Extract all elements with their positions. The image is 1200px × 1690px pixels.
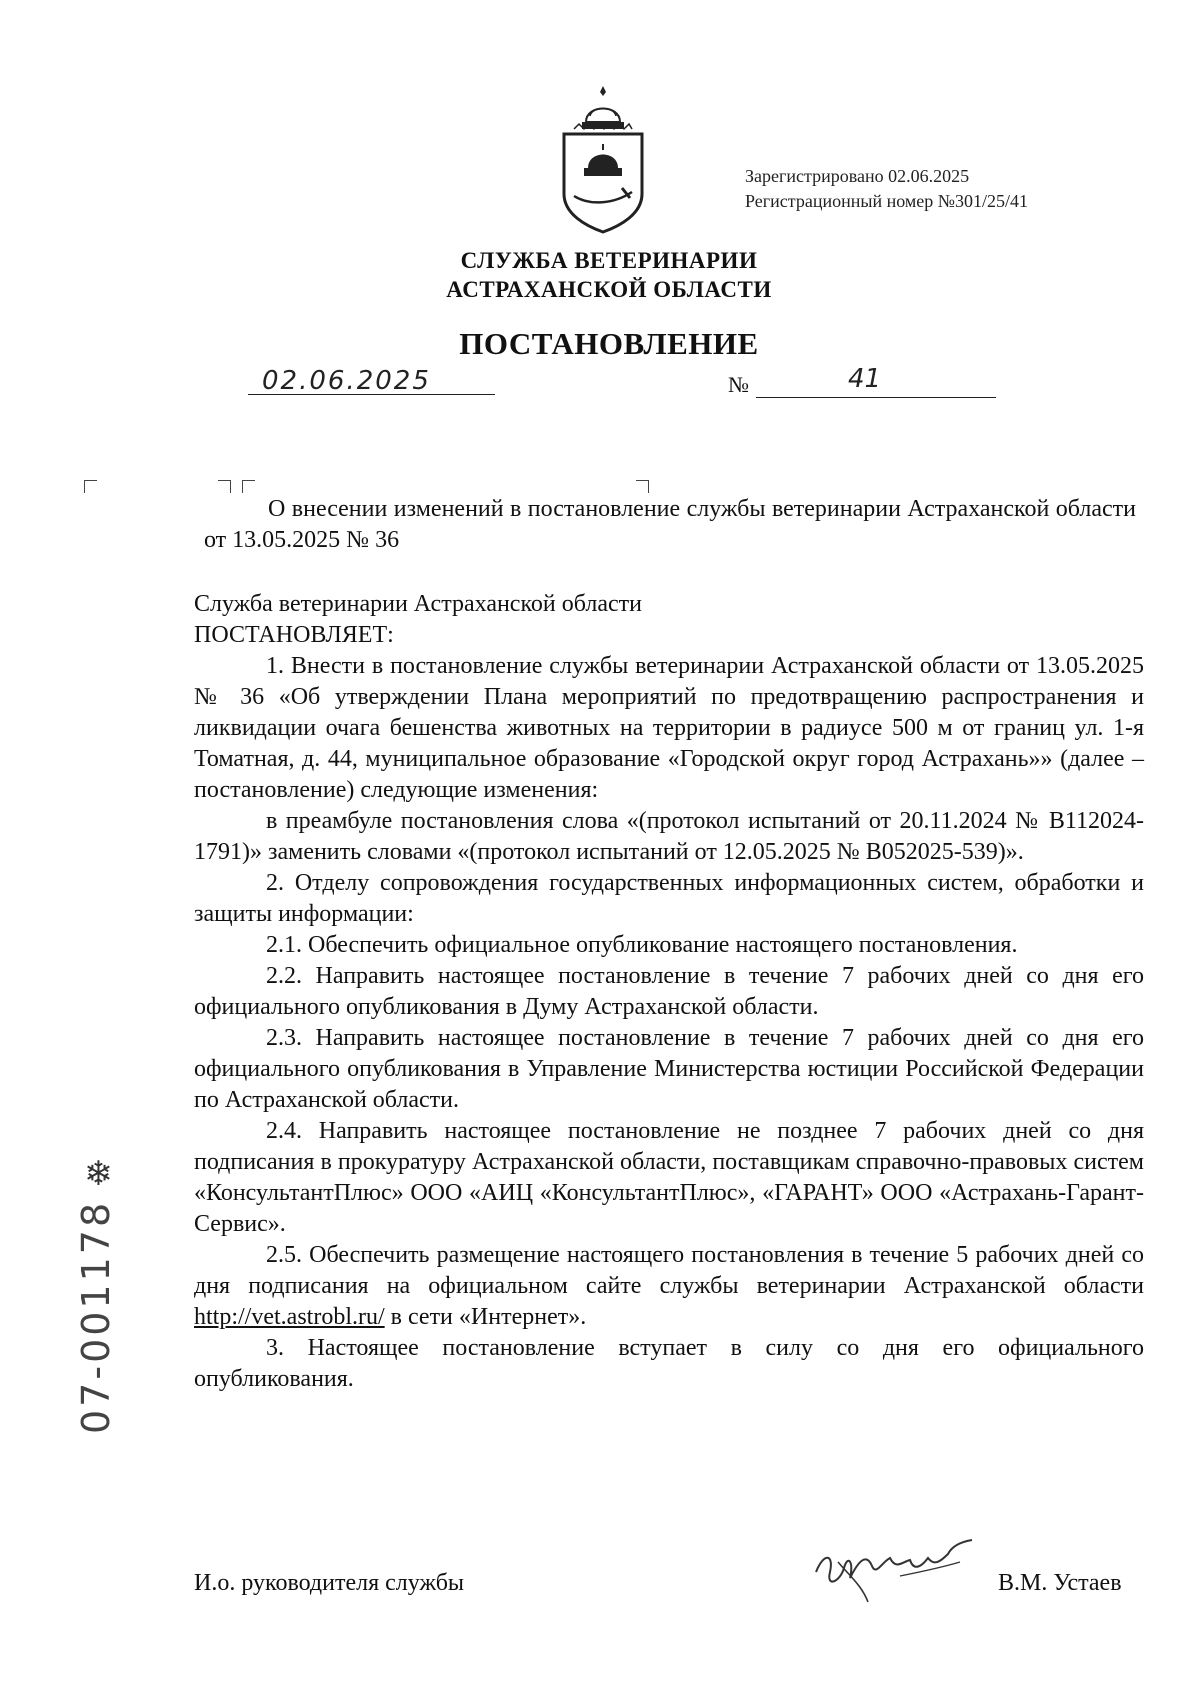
body-intro-agency: Служба ветеринарии Астраханской области — [194, 591, 642, 617]
handwritten-number: 41 — [848, 364, 882, 394]
paragraph-2-2: 2.2. Направить настоящее постановление в течение 7 рабочих дней со дня его официального опубликования в Думу Астраханской области. — [194, 963, 1144, 1020]
handwritten-date: 02.06.2025 — [262, 366, 431, 396]
corner-mark — [218, 480, 231, 493]
paragraph-2-4: 2.4. Направить настоящее постановление не позднее 7 рабочих дней со дня подписания в прокуратуру Астраханской области, поставщикам справочно-правовых систем «КонсультантПлюс» ООО «АИЦ «КонсультантПлюс», «ГАРАНТ» ООО «Астрахань-Гарант-Сервис». — [194, 1118, 1144, 1237]
registration-number: Регистрационный номер №301/25/41 — [745, 191, 1028, 211]
corner-mark — [84, 480, 97, 493]
document-body — [194, 589, 1144, 1395]
paragraph-2-5 — [194, 1240, 1144, 1333]
corner-mark — [636, 480, 649, 493]
paragraph-1-amendment: в преамбуле постановления слова «(протокол испытаний от 20.11.2024 № В112024-1791)» заменить словами «(протокол испытаний от 12.05.2025 № В052025-539)». — [194, 808, 1144, 865]
date-underline — [248, 394, 495, 395]
body-intro-resolves: ПОСТАНОВЛЯЕТ: — [194, 622, 394, 648]
website-link[interactable]: http://vet.astrobl.ru/ — [194, 1304, 385, 1330]
document-type-title: ПОСТАНОВЛЕНИЕ — [459, 326, 759, 361]
paragraph-2-5-tail: в сети «Интернет». — [384, 1304, 587, 1330]
document-subject — [204, 494, 1136, 556]
registration-date: Зарегистрировано 02.06.2025 — [745, 166, 970, 186]
snowflake-mark-icon: ❄ — [84, 1154, 113, 1194]
number-label: № — [728, 372, 749, 397]
side-registration-number: 07-001178 — [74, 1199, 118, 1434]
paragraph-1: 1. Внести в постановление службы ветеринарии Астраханской области от 13.05.2025 № 36 «Об утверждении Плана мероприятий по предотвращению распространения и ликвидации очага бешенства животных на территории в радиусе 500 м от границ ул. 1-я Томатная, д. 44, муниципальное образование «Городской округ город Астрахань»» (далее – постановление) следующие изменения: — [194, 653, 1144, 803]
handwritten-signature — [810, 1532, 980, 1606]
subject-line2: Астраханской области от 13.05.2025 № 36 — [204, 496, 1136, 553]
paragraph-2-1: 2.1. Обеспечить официальное опубликование настоящего постановления. — [266, 932, 1018, 958]
paragraph-2-5-text: 2.5. Обеспечить размещение настоящего постановления в течение 5 рабочих дней со дня подписания на официальном сайте службы ветеринарии Астраханской области — [194, 1242, 1144, 1299]
corner-mark — [242, 480, 255, 493]
signatory-name: В.М. Устаев — [998, 1570, 1122, 1596]
number-underline — [756, 397, 996, 398]
subject-line1: О внесении изменений в постановление службы ветеринарии — [268, 496, 901, 522]
paragraph-3: 3. Настоящее постановление вступает в силу со дня его официального опубликования. — [194, 1335, 1144, 1392]
agency-name-line2: АСТРАХАНСКОЙ ОБЛАСТИ — [446, 277, 772, 302]
paragraph-2: 2. Отделу сопровождения государственных информационных систем, обработки и защиты информации: — [194, 870, 1144, 927]
agency-name-line1: СЛУЖБА ВЕТЕРИНАРИИ — [460, 248, 758, 273]
registration-stamp — [745, 164, 1028, 214]
paragraph-2-3: 2.3. Направить настоящее постановление в течение 7 рабочих дней со дня его официального опубликования в Управление Министерства юстиции Российской Федерации по Астраханской области. — [194, 1025, 1144, 1113]
coat-of-arms-emblem — [560, 84, 646, 234]
signatory-position: И.о. руководителя службы — [194, 1570, 465, 1596]
